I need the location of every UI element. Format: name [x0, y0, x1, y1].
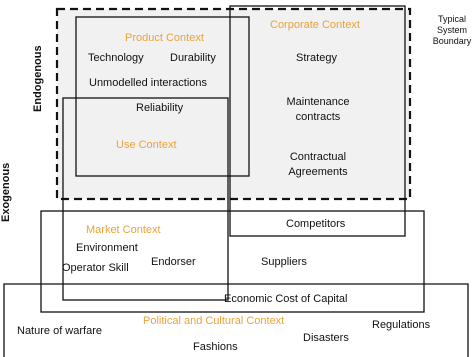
item-endorser: Endorser: [151, 256, 196, 268]
item-environment: Environment: [76, 242, 138, 254]
item-operator-skill: Operator Skill: [62, 262, 129, 274]
item-durability: Durability: [170, 52, 216, 64]
exogenous-label: Exogenous: [0, 162, 12, 222]
item-disasters: Disasters: [303, 332, 349, 344]
boundary-line-3: Boundary: [432, 36, 472, 46]
contractual-line-1: Contractual: [289, 151, 347, 163]
item-nature-of-warfare: Nature of warfare: [17, 325, 102, 337]
item-regulations: Regulations: [372, 319, 431, 331]
item-maintenance-contracts: [258, 96, 378, 124]
boundary-line-1: Typical: [437, 14, 466, 24]
maintenance-line-1: Maintenance: [286, 96, 350, 108]
item-fashions: Fashions: [193, 341, 238, 353]
item-economic-cost-of-capital: Economic Cost of Capital: [224, 293, 348, 305]
market-context-title: Market Context: [86, 224, 161, 236]
item-unmodelled-interactions: Unmodelled interactions: [89, 77, 208, 89]
item-strategy: Strategy: [296, 52, 337, 64]
item-competitors: Competitors: [286, 218, 346, 230]
use-context-title: Use Context: [116, 139, 177, 151]
system-boundary-label: [430, 14, 474, 47]
item-suppliers: Suppliers: [261, 256, 307, 268]
item-technology: Technology: [88, 52, 144, 64]
product-context-title: Product Context: [125, 32, 204, 44]
political-context-title: Political and Cultural Context: [143, 315, 285, 327]
corporate-context-title: Corporate Context: [270, 19, 360, 31]
endogenous-label: Endogenous: [32, 45, 44, 112]
boundary-line-2: System: [436, 25, 467, 35]
item-reliability: Reliability: [136, 102, 184, 114]
contractual-line-2: Agreements: [288, 166, 348, 178]
maintenance-line-2: contracts: [295, 111, 341, 123]
item-contractual-agreements: [258, 151, 378, 179]
